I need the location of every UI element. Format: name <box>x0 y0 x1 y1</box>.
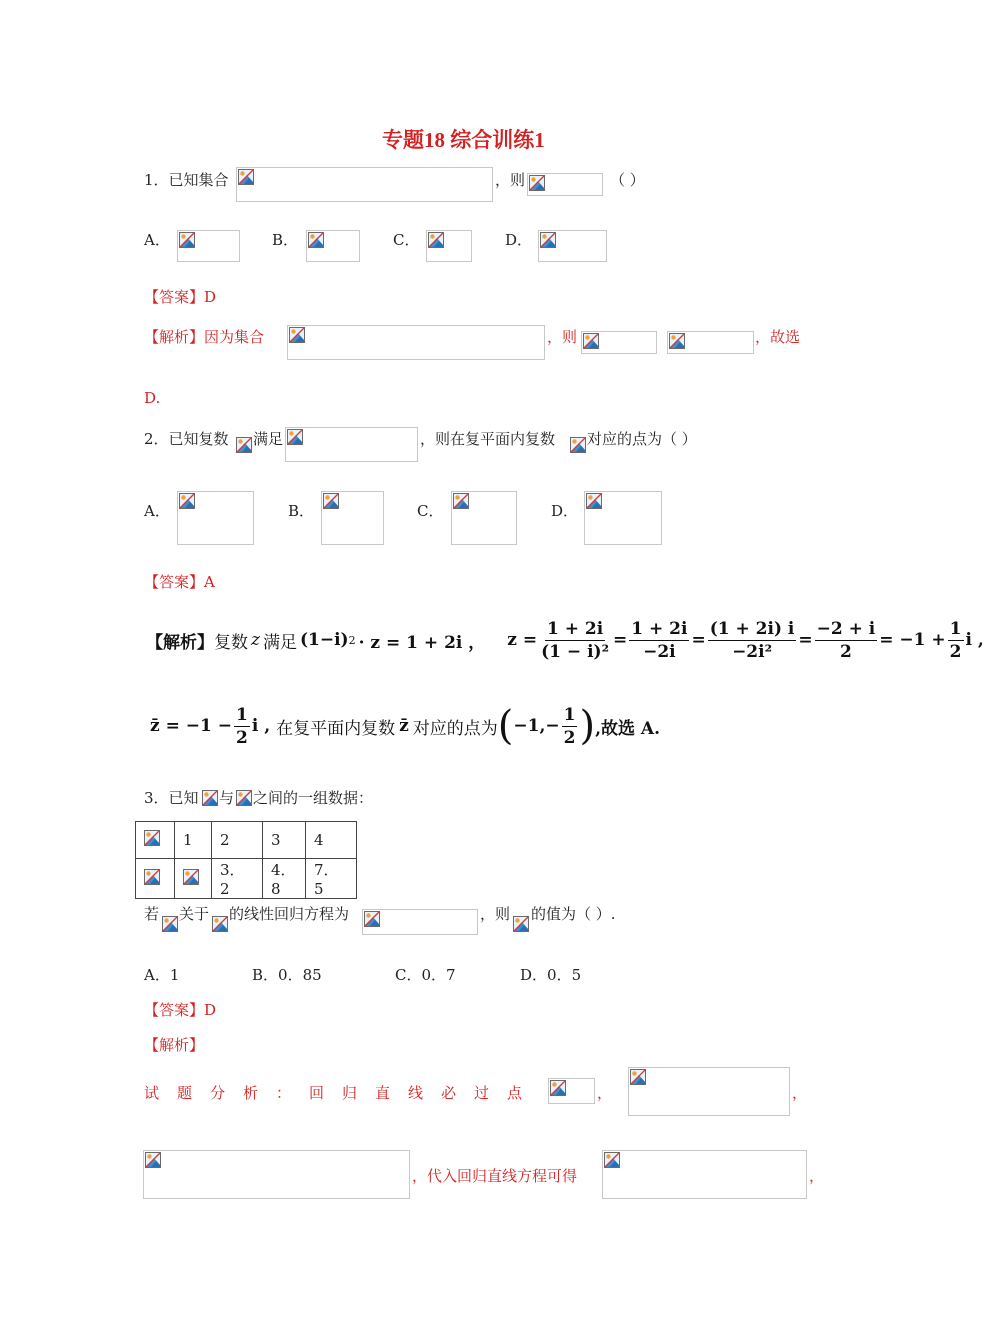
q3-stem-b: 与 <box>219 789 235 807</box>
exponent: 2 <box>348 633 356 647</box>
denominator: 2 <box>840 641 852 662</box>
q3-analysis-label: 【解析】 <box>144 1036 205 1054</box>
formula-image <box>236 167 493 202</box>
analysis-label: 【解析】 <box>146 632 214 653</box>
image-placeholder-icon <box>630 1069 646 1085</box>
formula-image <box>581 331 657 354</box>
table-cell: 2 <box>212 822 263 859</box>
q1-analysis-prefix: 【解析】因为集合 <box>144 328 265 346</box>
option-b-image <box>321 491 384 545</box>
image-placeholder-icon <box>179 232 195 248</box>
q1-option-a-label: A． <box>144 231 170 249</box>
q2-option-c-label: C． <box>417 502 444 520</box>
q3-if-b: 关于 <box>179 905 210 923</box>
image-placeholder-icon <box>570 437 586 453</box>
q1-analysis-then: ，则 <box>547 328 578 346</box>
table-cell: 1 <box>175 822 212 859</box>
comma: ， <box>597 1084 613 1102</box>
image-placeholder-icon <box>145 1152 161 1168</box>
image-placeholder-icon <box>540 232 556 248</box>
text: ,故选 A. <box>595 718 661 739</box>
var-z: z <box>251 630 260 650</box>
q3-if-a: 若 <box>144 905 160 923</box>
q2-stem-b: 满足 <box>253 430 284 448</box>
option-a-image <box>177 230 240 262</box>
image-placeholder-icon <box>583 333 599 349</box>
q2-option-d-label: D． <box>551 502 579 520</box>
image-placeholder-icon <box>604 1152 620 1168</box>
denominator: −2i² <box>732 641 773 662</box>
q3-if-c: 的线性回归方程为 <box>229 905 350 923</box>
option-d-image <box>538 230 607 262</box>
image-placeholder-icon <box>236 437 252 453</box>
conjugate: z̄ = −1 − <box>150 716 232 736</box>
point: −1,− <box>513 716 560 736</box>
image-placeholder-icon <box>669 333 685 349</box>
q3-substitute: ，代入回归直线方程可得 <box>412 1167 578 1185</box>
fraction <box>948 618 964 663</box>
q1-analysis-end: D. <box>144 389 161 407</box>
table-cell: 4．8 <box>263 859 306 899</box>
table-cell: 4 <box>306 822 357 859</box>
formula-image <box>143 1150 410 1199</box>
comma: ， <box>792 1084 808 1102</box>
option-b-image <box>306 230 360 262</box>
numerator: (1 + 2i) i <box>709 618 795 639</box>
image-placeholder-icon <box>236 790 252 806</box>
q1-stem: 1．已知集合 <box>144 171 229 189</box>
q1-analysis-therefore: ，故选 <box>755 328 801 346</box>
denominator: 2 <box>563 727 576 748</box>
table-cell: 3 <box>263 822 306 859</box>
formula-image <box>285 427 418 462</box>
image-placeholder-icon <box>550 1080 566 1096</box>
q2-answer: 【答案】A <box>144 573 215 591</box>
fraction <box>629 618 689 663</box>
tail: i , <box>965 630 984 650</box>
image-placeholder-icon <box>308 232 324 248</box>
image-placeholder-icon <box>183 869 199 885</box>
q3-option-a: A．1 <box>144 966 180 984</box>
q2-stem-a: 2．已知复数 <box>144 430 229 448</box>
image-placeholder-icon <box>238 169 254 185</box>
numerator: 1 <box>949 618 962 639</box>
text: 满足 <box>262 632 297 653</box>
image-placeholder-icon <box>289 327 305 343</box>
comma: ， <box>809 1167 825 1185</box>
image-placeholder-icon <box>428 232 444 248</box>
image-placeholder-icon <box>323 493 339 509</box>
image-placeholder-icon <box>287 429 303 445</box>
image-placeholder-icon <box>529 175 545 191</box>
image-placeholder-icon <box>586 493 602 509</box>
option-a-image <box>177 491 254 545</box>
q2-solution-line-1: 【解析】 复数 z 满足 (1−i) 2 · z = 1 + 2i ， z = $\frac{1 + 2i}{\text{(1 − i)²}}$ = $\frac{1 + 2i}{-2i}$ = $\frac{(1 + 2i) i}{\text{−2i²}}$ = $\frac{-2 + i}{2}$ = −1 + $\frac{1}{2}$ i , <box>146 618 984 662</box>
fraction <box>815 618 878 663</box>
text: 对应的点为 <box>412 718 498 739</box>
data-table <box>135 821 357 899</box>
formula-image <box>527 173 603 196</box>
numerator: 1 <box>563 704 576 725</box>
option-d-image <box>584 491 662 545</box>
z-equals: z = <box>507 630 538 650</box>
table-row <box>136 822 357 859</box>
q3-stem-c: 之间的一组数据： <box>253 789 374 807</box>
zbar: z̄ <box>399 716 409 736</box>
text: 复数 <box>214 632 248 653</box>
denominator: 2 <box>235 727 248 748</box>
q1-answer: 【答案】D <box>144 288 217 306</box>
q2-option-a-label: A． <box>144 502 170 520</box>
q1-option-b-label: B． <box>272 231 299 249</box>
q1-option-d-label: D． <box>505 231 533 249</box>
q1-option-c-label: C． <box>393 231 420 249</box>
page-title: 专题18 综合训练1 <box>382 128 545 152</box>
image-placeholder-icon <box>364 911 380 927</box>
fraction <box>708 618 797 663</box>
numerator: 1 <box>235 704 248 725</box>
formula-image <box>362 909 478 935</box>
q3-answer: 【答案】D <box>144 1001 217 1019</box>
formula-image <box>628 1067 790 1116</box>
image-placeholder-icon <box>144 869 160 885</box>
image-placeholder-icon <box>453 493 469 509</box>
table-cell: 3．2 <box>212 859 263 899</box>
q3-if-e: 的值为（ ）. <box>531 905 616 923</box>
formula-image <box>287 325 545 360</box>
q2-stem-c: ，则在复平面内复数 <box>420 430 556 448</box>
numerator: 1 + 2i <box>546 618 604 639</box>
formula-image <box>667 331 754 354</box>
tail: = −1 + <box>879 630 946 650</box>
text: i , <box>251 716 271 736</box>
lhs-rest: · z = 1 + 2i ， <box>358 632 486 653</box>
formula-image <box>602 1150 807 1199</box>
q3-detail: 试题分析：回归直线必过点 <box>144 1084 541 1102</box>
image-placeholder-icon <box>162 916 178 932</box>
fraction <box>234 704 250 749</box>
numerator: 1 + 2i <box>631 618 688 639</box>
q3-option-d: D．0．5 <box>520 966 582 984</box>
option-c-image <box>451 491 517 545</box>
q3-stem-a: 3．已知 <box>144 789 199 807</box>
formula-image <box>548 1078 595 1104</box>
image-placeholder-icon <box>212 916 228 932</box>
option-c-image <box>426 230 472 262</box>
denominator: −2i <box>643 641 676 662</box>
denominator: (1 − i)² <box>541 641 610 662</box>
table-row <box>136 859 357 899</box>
q2-solution-line-2: z̄ = −1 − $\frac{1}{2}$ i , 在复平面内复数 z̄ 对应的点为 ( −1,− $\frac{1}{2}$ ) ,故选 A. <box>150 703 661 749</box>
q2-option-b-label: B． <box>288 502 315 520</box>
q1-paren: （ ） <box>610 171 645 189</box>
q3-if-d: ，则 <box>480 905 511 923</box>
fraction <box>562 704 578 749</box>
q2-stem-d: 对应的点为（ ） <box>587 430 697 448</box>
q3-option-c: C．0．7 <box>395 966 456 984</box>
lhs: (1−i) <box>299 630 349 650</box>
numerator: −2 + i <box>816 618 876 639</box>
image-placeholder-icon <box>179 493 195 509</box>
q3-option-b: B．0．85 <box>252 966 322 984</box>
table-cell: 7．5 <box>306 859 357 899</box>
q1-then: ，则 <box>495 171 526 189</box>
image-placeholder-icon <box>513 916 529 932</box>
image-placeholder-icon <box>144 830 160 846</box>
fraction <box>539 618 611 663</box>
text: 在复平面内复数 <box>276 718 396 739</box>
image-placeholder-icon <box>202 790 218 806</box>
denominator: 2 <box>949 641 962 662</box>
